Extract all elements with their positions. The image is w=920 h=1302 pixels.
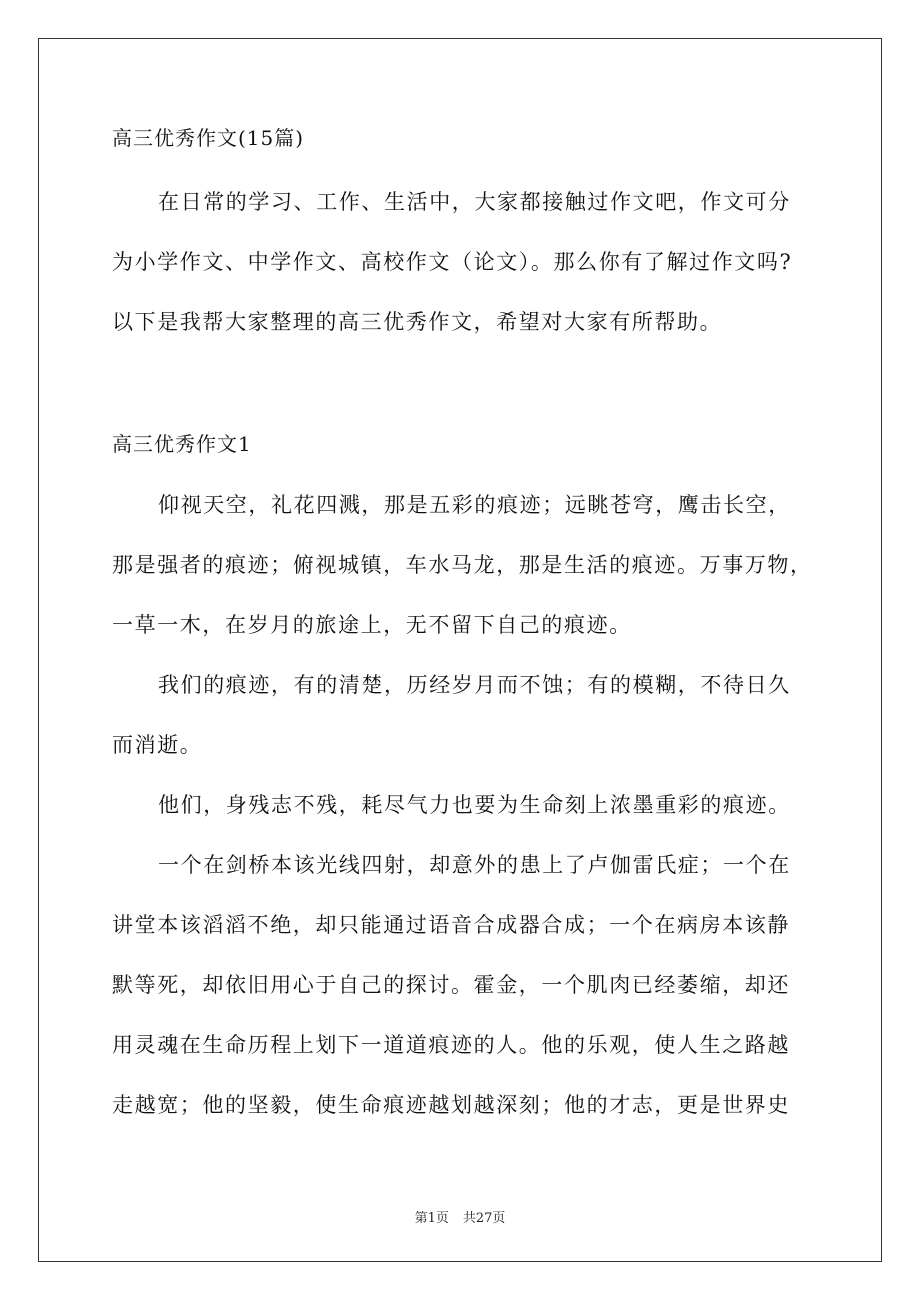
paragraph-line: 一个在剑桥本该光线四射，却意外的患上了卢伽雷氏症；一个在 [158,853,791,877]
paragraph-line: 讲堂本该滔滔不绝，却只能通过语音合成器合成；一个在病房本该静 [112,913,790,937]
paragraph-line: 用灵魂在生命历程上划下一道道痕迹的人。他的乐观，使人生之路越 [112,1033,790,1057]
paragraph-1 [112,475,824,655]
paragraph-3 [112,775,824,835]
document-title: 高三优秀作文(15篇) [112,126,305,150]
paragraph-4 [112,835,824,1135]
paragraph-line: 走越宽；他的坚毅，使生命痕迹越划越深刻；他的才志，更是世界史 [112,1093,790,1117]
paragraph-2 [112,655,824,775]
paragraph-line: 而消逝。 [112,733,203,757]
page-number: 第1页 [414,1211,449,1226]
paragraph-line: 那是强者的痕迹；俯视城镇，车水马龙，那是生活的痕迹。万事万物， [112,553,813,577]
paragraph-line: 我们的痕迹，有的清楚，历经岁月而不蚀；有的模糊，不待日久 [158,673,791,697]
page-total: 共27页 [462,1211,506,1226]
intro-paragraph [112,172,824,352]
intro-line-1: 在日常的学习、工作、生活中，大家都接触过作文吧，作文可分 [158,190,791,214]
paragraph-line: 他们，身残志不残，耗尽气力也要为生命刻上浓墨重彩的痕迹。 [158,793,791,817]
intro-line-2: 为小学作文、中学作文、高校作文（论文）。那么你有了解过作文吗? [112,250,793,274]
paragraph-line: 一草一木，在岁月的旅途上，无不留下自己的痕迹。 [112,613,632,637]
page-footer [0,1207,920,1226]
section-title: 高三优秀作文1 [112,432,252,456]
intro-line-3: 以下是我帮大家整理的高三优秀作文，希望对大家有所帮助。 [112,310,723,334]
paragraph-line: 默等死，却依旧用心于自己的探讨。霍金，一个肌肉已经萎缩，却还 [112,973,790,997]
paragraph-line: 仰视天空，礼花四溅，那是五彩的痕迹；远眺苍穹，鹰击长空， [158,493,791,517]
